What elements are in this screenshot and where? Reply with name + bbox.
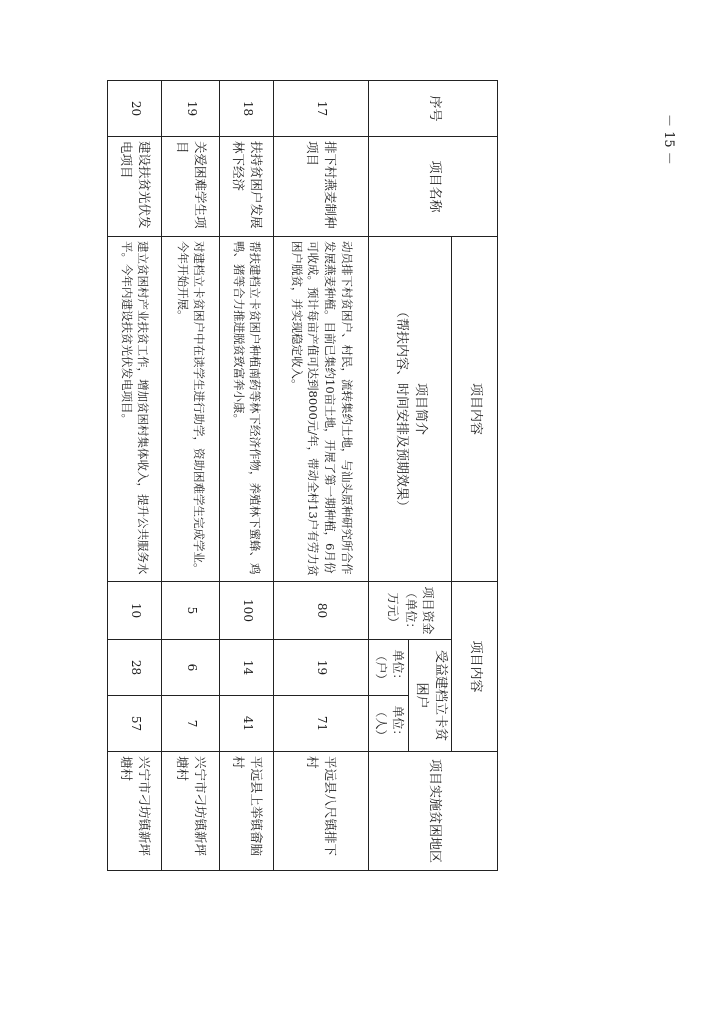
row-people: 71 [274, 696, 369, 752]
row-seq: 19 [162, 81, 220, 137]
header-seq: 序号 [369, 81, 498, 137]
header-people-line2: （人） [373, 705, 388, 742]
row-summary: 对建档立卡贫困户中在读学生进行助学，资助困难学生完成学业。今年开始开展。 [162, 237, 220, 582]
table-row [108, 81, 162, 871]
header-beneficiary: 受益建档立卡贫困户 [409, 640, 452, 752]
header-summary [369, 237, 452, 582]
header-households [369, 640, 409, 696]
row-households: 14 [220, 640, 274, 696]
header-summary-line1: 项目简介 [413, 382, 428, 435]
row-people: 57 [108, 696, 162, 752]
table-row [162, 81, 220, 871]
row-funds: 80 [274, 582, 369, 640]
row-area: 兴宁市刁坊镇新坪塘村 [108, 752, 162, 871]
row-area: 平远县八尺镇排下村 [274, 752, 369, 871]
row-name: 扶持贫困户发展林下经济 [220, 137, 274, 237]
header-households-line2: （户） [373, 649, 388, 686]
rotated-table-wrapper [118, 80, 498, 870]
row-name: 建设扶贫光伏发电项目 [108, 137, 162, 237]
row-households: 6 [162, 640, 220, 696]
header-people-line1: 单位： [391, 705, 406, 742]
page-number: － 15 － [661, 114, 676, 165]
header-funds-line3: 万元） [386, 592, 401, 629]
row-seq: 18 [220, 81, 274, 137]
row-name: 关爱困难学生项目 [162, 137, 220, 237]
row-summary: 动员排下村贫困户、村民，流转集约土地，与汕头原种研究所合作发展燕麦种植。目前已集约10亩土地，开展了第一期种植，6月份可收成。预计每亩产值可达到8000元/年，带动全村13户有劳力贫困户脱贫，并实现稳定收入。 [274, 237, 369, 582]
header-area: 项目实施贫困地区 [369, 752, 498, 871]
row-households: 28 [108, 640, 162, 696]
row-funds: 5 [162, 582, 220, 640]
header-households-line1: 单位： [391, 649, 406, 686]
table-row [274, 81, 369, 871]
header-funds [369, 582, 452, 640]
row-area: 兴宁市刁坊镇新坪塘村 [162, 752, 220, 871]
row-seq: 20 [108, 81, 162, 137]
row-seq: 17 [274, 81, 369, 137]
header-content-group-2: 项目内容 [452, 582, 498, 752]
header-funds-line2: （单位： [403, 586, 418, 635]
row-people: 7 [162, 696, 220, 752]
header-people [369, 696, 409, 752]
row-summary: 建立贫困村产业扶贫工作，增加贫困村集体收入，提升公共服务水平。今年内建设扶贫光伏发电项目。 [108, 237, 162, 582]
table-row [220, 81, 274, 871]
row-area: 平远县上举镇畲脑村 [220, 752, 274, 871]
row-summary: 帮扶建档立卡贫困户种植南药等林下经济作物，养殖林下蜜蜂、鸡鸭、猪等合力推进脱贫致富奔小康。 [220, 237, 274, 582]
header-content-group: 项目内容 [452, 237, 498, 582]
header-summary-line2: （帮扶内容、时间安排及预期效果） [394, 304, 410, 513]
row-households: 19 [274, 640, 369, 696]
row-funds: 100 [220, 582, 274, 640]
row-people: 41 [220, 696, 274, 752]
row-name: 排下村燕麦制种项目 [274, 137, 369, 237]
row-funds: 10 [108, 582, 162, 640]
header-name: 项目名称 [369, 137, 498, 237]
header-funds-line1: 项目资金 [421, 586, 436, 635]
project-table [107, 80, 498, 871]
